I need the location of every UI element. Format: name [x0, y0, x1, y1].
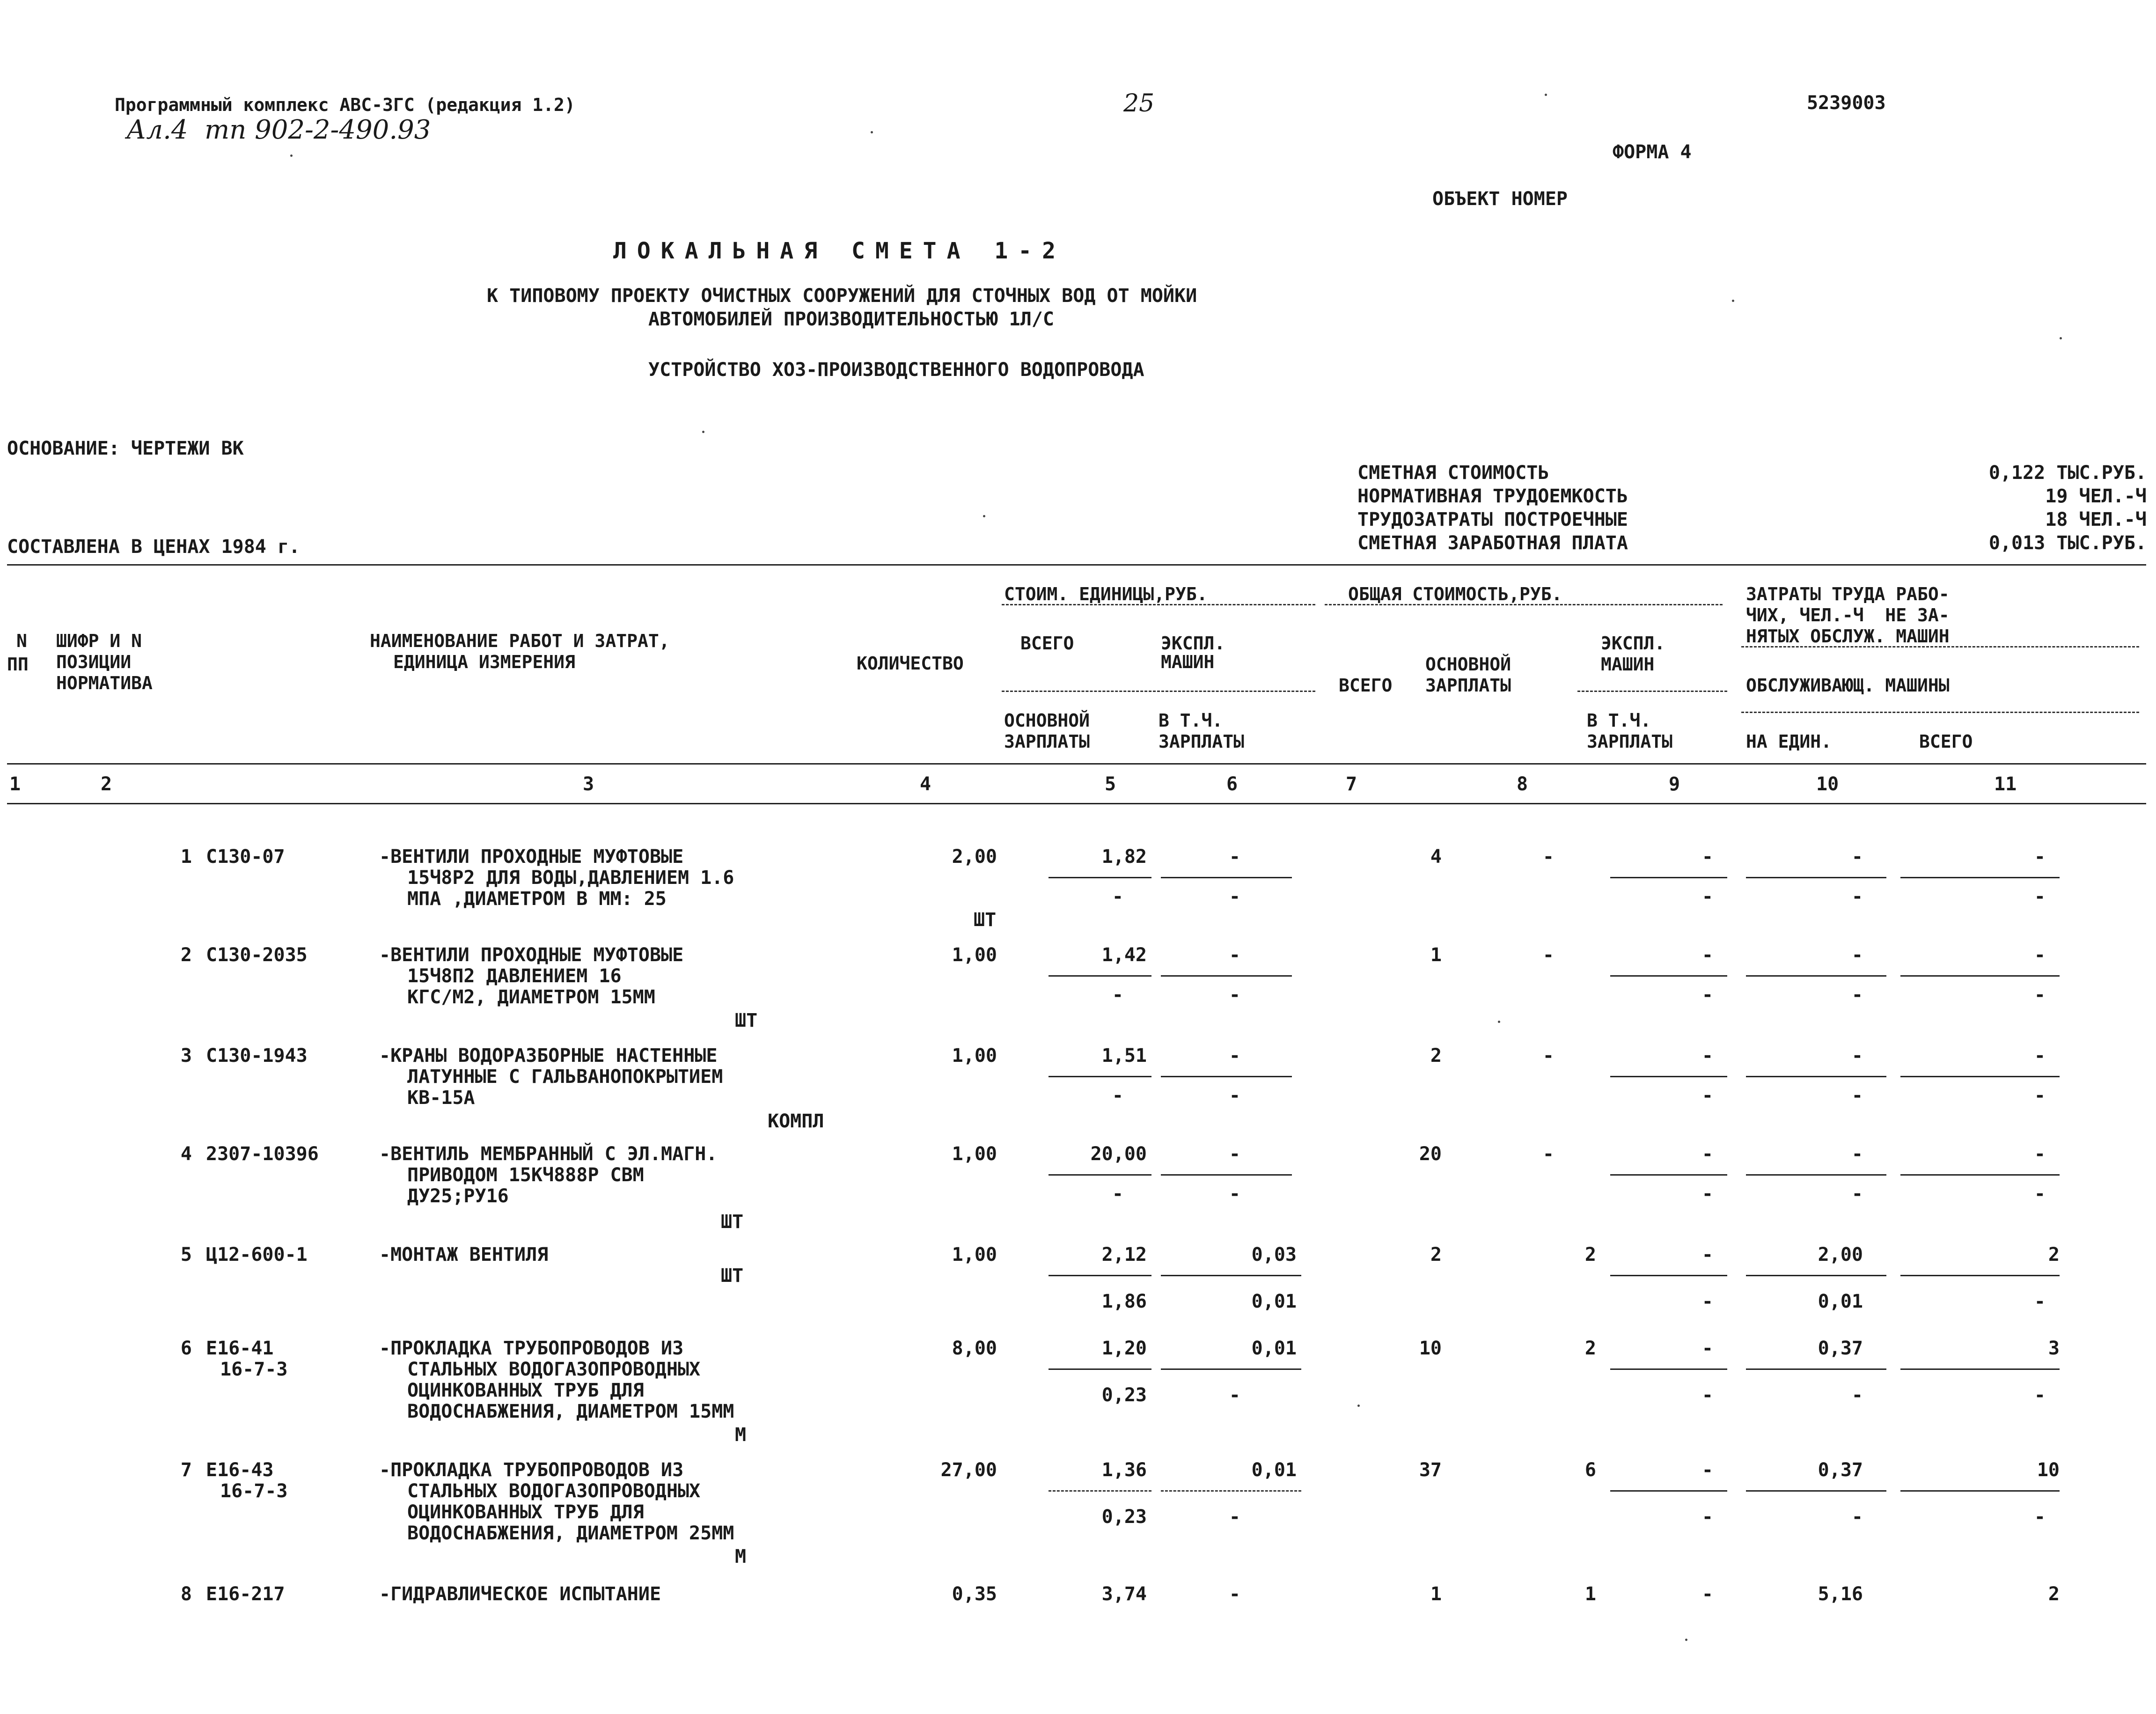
summary-value: 0,013 ТЫС.РУБ. [1988, 532, 2147, 554]
row-c8: - [1542, 944, 1554, 966]
col-number: 9 [1669, 773, 1680, 795]
row-code: С130-1943 [206, 1045, 308, 1067]
col-header: ОСНОВНОЙ [1004, 710, 1090, 731]
row-name: ДУ25;РУ16 [407, 1185, 509, 1207]
col-header: КОЛИЧЕСТВО [857, 653, 964, 674]
row-c5b: - [1112, 1085, 1123, 1106]
row-code: Е16-43 [206, 1459, 274, 1481]
col-header: ЗАРПЛАТЫ [1004, 731, 1090, 752]
row-rule [1161, 1076, 1292, 1077]
row-c9b: - [1701, 886, 1713, 907]
row-c7: 4 [1430, 846, 1442, 868]
header-sub-rule [1577, 691, 1727, 692]
col-group-header: ОБСЛУЖИВАЮЩ. МАШИНЫ [1746, 675, 1950, 696]
row-c11b: - [2034, 1384, 2046, 1406]
row-unit: М [735, 1546, 747, 1567]
row-rule [1049, 975, 1151, 977]
page-number: 25 [1123, 89, 1155, 118]
col-header: ПП [7, 654, 29, 675]
row-c5b: 0,23 [1101, 1506, 1147, 1528]
row-rule [1161, 1275, 1301, 1276]
col-number: 11 [1994, 773, 2017, 795]
object-label: ОБЪЕКТ НОМЕР [1432, 188, 1568, 210]
row-qty: 27,00 [940, 1459, 997, 1481]
row-c11b: - [2034, 1291, 2046, 1312]
row-rule [1610, 1076, 1727, 1077]
row-c10: - [1851, 1045, 1863, 1067]
row-c6b: 0,01 [1251, 1291, 1297, 1312]
row-c6: 0,01 [1251, 1459, 1297, 1481]
row-c6b: - [1229, 1506, 1240, 1528]
summary-value: 18 ЧЕЛ.-Ч [2045, 509, 2147, 530]
col-group-header: СТОИМ. ЕДИНИЦЫ,РУБ. [1004, 584, 1208, 604]
row-name: КВ-15А [407, 1087, 475, 1109]
row-code: Е16-217 [206, 1583, 285, 1605]
row-c6b: - [1229, 984, 1240, 1006]
row-qty: 2,00 [952, 846, 997, 868]
row-c10b: - [1851, 984, 1863, 1006]
row-code-2: 16-7-3 [220, 1480, 288, 1502]
row-c11: - [2034, 1143, 2046, 1165]
row-rule [1900, 1174, 2060, 1176]
col-header: ВСЕГО [1020, 633, 1074, 654]
form-label: ФОРМА 4 [1613, 141, 1692, 163]
row-code-2: 16-7-3 [220, 1359, 288, 1380]
col-header: НАИМЕНОВАНИЕ РАБОТ И ЗАТРАТ, [370, 631, 670, 651]
row-number: 7 [180, 1459, 192, 1481]
row-c8: 6 [1584, 1459, 1596, 1481]
row-name: 15Ч8П2 ДАВЛЕНИЕМ 16 [407, 965, 622, 987]
row-c9b: - [1701, 1506, 1713, 1528]
row-name: СТАЛЬНЫХ ВОДОГАЗОПРОВОДНЫХ [407, 1480, 701, 1502]
row-c10: 0,37 [1818, 1338, 1863, 1359]
row-rule [1161, 877, 1292, 878]
row-rule [1610, 1368, 1727, 1370]
col-header: ЭКСПЛ. [1601, 633, 1665, 654]
row-qty: 1,00 [952, 1045, 997, 1067]
row-c5b: - [1112, 1183, 1123, 1205]
col-number: 4 [920, 773, 931, 795]
row-rule [1900, 1275, 2060, 1276]
row-c9b: - [1701, 1384, 1713, 1406]
scan-speck [1732, 300, 1734, 302]
row-rule [1161, 1368, 1301, 1370]
row-c9b: - [1701, 984, 1713, 1006]
row-c11b: - [2034, 984, 2046, 1006]
row-c10b: - [1851, 1506, 1863, 1528]
row-c11: - [2034, 1045, 2046, 1067]
number-row-rule [7, 803, 2146, 804]
col-header: ПОЗИЦИИ [56, 652, 132, 672]
row-c11: 10 [2037, 1459, 2060, 1481]
col-group-header: ОБЩАЯ СТОИМОСТЬ,РУБ. [1348, 584, 1562, 604]
row-name: 15Ч8Р2 ДЛЯ ВОДЫ,ДАВЛЕНИЕМ 1.6 [407, 867, 734, 889]
row-c7: 1 [1430, 1583, 1442, 1605]
col-header: ЗАРПЛАТЫ [1425, 675, 1511, 696]
row-number: 1 [180, 846, 192, 868]
header-bottom-rule [7, 763, 2146, 765]
row-c5: 20,00 [1090, 1143, 1147, 1165]
col-header: МАШИН [1161, 652, 1215, 672]
row-c8: 2 [1584, 1338, 1596, 1359]
row-rule [1746, 877, 1886, 878]
col-header: ЕДИНИЦА ИЗМЕРЕНИЯ [393, 652, 575, 672]
col-group-header: ЧИХ, ЧЕЛ.-Ч НЕ ЗА- [1746, 605, 1950, 625]
col-number: 10 [1816, 773, 1839, 795]
row-c11: 3 [2048, 1338, 2060, 1359]
row-c6: - [1229, 1583, 1240, 1605]
row-c5: 1,20 [1101, 1338, 1147, 1359]
summary-label: СМЕТНАЯ ЗАРАБОТНАЯ ПЛАТА [1357, 532, 1628, 554]
row-name: КГС/М2, ДИАМЕТРОМ 15ММ [407, 986, 655, 1008]
row-unit: ШТ [721, 1211, 744, 1233]
col-number: 3 [583, 773, 594, 795]
scan-speck [1357, 1405, 1360, 1407]
row-number: 8 [180, 1583, 192, 1605]
scan-speck [983, 515, 985, 517]
row-c9: - [1701, 1143, 1713, 1165]
row-c9: - [1701, 1045, 1713, 1067]
summary-value: 0,122 ТЫС.РУБ. [1988, 462, 2147, 484]
col-header: В Т.Ч. [1587, 710, 1651, 731]
row-c10: 0,37 [1818, 1459, 1863, 1481]
price-basis: СОСТАВЛЕНА В ЦЕНАХ 1984 г. [7, 536, 301, 558]
row-c10: - [1851, 846, 1863, 868]
row-c5: 1,36 [1101, 1459, 1147, 1481]
row-rule [1610, 1275, 1727, 1276]
row-name: -МОНТАЖ ВЕНТИЛЯ [379, 1244, 549, 1265]
row-rule [1049, 1076, 1151, 1077]
row-name: -ВЕНТИЛЬ МЕМБРАННЫЙ С ЭЛ.МАГН. [379, 1143, 718, 1165]
row-c9b: - [1701, 1291, 1713, 1312]
row-c10b: - [1851, 1384, 1863, 1406]
scan-speck [1685, 1639, 1687, 1641]
row-name: ОЦИНКОВАННЫХ ТРУБ ДЛЯ [407, 1380, 644, 1401]
document-number: 5239003 [1807, 92, 1886, 114]
row-number: 6 [180, 1338, 192, 1359]
row-c11b: - [2034, 1085, 2046, 1106]
row-c6: - [1229, 944, 1240, 966]
row-c7: 10 [1419, 1338, 1442, 1359]
row-rule [1900, 975, 2060, 977]
row-name: -ВЕНТИЛИ ПРОХОДНЫЕ МУФТОВЫЕ [379, 944, 684, 966]
row-c6: 0,01 [1251, 1338, 1297, 1359]
scan-speck [1545, 94, 1547, 96]
row-c7: 2 [1430, 1244, 1442, 1265]
col-header: НА ЕДИН. [1746, 731, 1832, 752]
row-rule [1746, 1275, 1886, 1276]
scan-speck [1498, 1021, 1500, 1023]
row-rule [1049, 1275, 1151, 1276]
row-c11: 2 [2048, 1244, 2060, 1265]
row-name: -ПРОКЛАДКА ТРУБОПРОВОДОВ ИЗ [379, 1338, 684, 1359]
row-qty: 0,35 [952, 1583, 997, 1605]
row-c5b: 0,23 [1101, 1384, 1147, 1406]
row-c6: - [1229, 1045, 1240, 1067]
scan-speck [871, 131, 873, 133]
program-name: Программный комплекс АВС-ЗГС (редакция 1.2) [115, 95, 575, 115]
summary-label: ТРУДОЗАТРАТЫ ПОСТРОЕЧНЫЕ [1357, 509, 1628, 530]
col-number: 7 [1346, 773, 1357, 795]
row-c6b: - [1229, 1085, 1240, 1106]
row-c6b: - [1229, 886, 1240, 907]
row-rule [1049, 1174, 1151, 1176]
row-c5: 2,12 [1101, 1244, 1147, 1265]
row-c5b: - [1112, 984, 1123, 1006]
row-c10: - [1851, 944, 1863, 966]
row-c10: 5,16 [1818, 1583, 1863, 1605]
row-number: 2 [180, 944, 192, 966]
header-sub-rule [1002, 691, 1315, 692]
row-name: -ПРОКЛАДКА ТРУБОПРОВОДОВ ИЗ [379, 1459, 684, 1481]
row-rule [1900, 1490, 2060, 1492]
row-rule [1049, 1368, 1151, 1370]
row-c11: - [2034, 846, 2046, 868]
row-c6b: - [1229, 1183, 1240, 1205]
row-rule [1161, 1174, 1292, 1176]
row-c7: 37 [1419, 1459, 1442, 1481]
row-code: Ц12-600-1 [206, 1244, 308, 1265]
col-number: 6 [1226, 773, 1238, 795]
col-header: НОРМАТИВА [56, 673, 153, 693]
row-c9: - [1701, 944, 1713, 966]
row-number: 4 [180, 1143, 192, 1165]
row-c11: 2 [2048, 1583, 2060, 1605]
col-header: ЗАРПЛАТЫ [1159, 731, 1245, 752]
row-rule [1746, 1076, 1886, 1077]
col-number: 1 [9, 773, 21, 795]
row-name: ЛАТУННЫЕ С ГАЛЬВАНОПОКРЫТИЕМ [407, 1066, 723, 1088]
row-rule [1049, 877, 1151, 878]
row-c11b: - [2034, 1183, 2046, 1205]
handwritten-note: Ал.4 тп 902-2-490.93 [126, 115, 431, 145]
row-rule [1610, 877, 1727, 878]
row-name: ВОДОСНАБЖЕНИЯ, ДИАМЕТРОМ 25ММ [407, 1523, 734, 1544]
row-unit: ШТ [974, 909, 997, 931]
row-c6b: - [1229, 1384, 1240, 1406]
col-header: В Т.Ч. [1159, 710, 1223, 731]
summary-label: НОРМАТИВНАЯ ТРУДОЕМКОСТЬ [1357, 486, 1628, 507]
row-c10b: - [1851, 1085, 1863, 1106]
row-name: ОЦИНКОВАННЫХ ТРУБ ДЛЯ [407, 1501, 644, 1523]
row-c7: 1 [1430, 944, 1442, 966]
row-code: 2307-10396 [206, 1143, 319, 1165]
header-sub-rule [1741, 712, 2139, 713]
row-c5: 1,42 [1101, 944, 1147, 966]
row-rule [1900, 1076, 2060, 1077]
title-line-2: АВТОМОБИЛЕЙ ПРОИЗВОДИТЕЛЬНОСТЬЮ 1Л/С [648, 309, 1054, 330]
row-c8: - [1542, 846, 1554, 868]
row-c10b: - [1851, 886, 1863, 907]
basis: ОСНОВАНИЕ: ЧЕРТЕЖИ ВК [7, 438, 244, 459]
row-rule [1610, 1490, 1727, 1492]
row-c9: - [1701, 1459, 1713, 1481]
col-header: ОСНОВНОЙ [1425, 654, 1511, 675]
row-name: -ВЕНТИЛИ ПРОХОДНЫЕ МУФТОВЫЕ [379, 846, 684, 868]
row-unit: ШТ [721, 1265, 744, 1287]
col-header: МАШИН [1601, 654, 1655, 675]
row-c6: - [1229, 846, 1240, 868]
row-qty: 8,00 [952, 1338, 997, 1359]
col-group-header: НЯТЫХ ОБСЛУЖ. МАШИН [1746, 626, 1950, 647]
row-c6: - [1229, 1143, 1240, 1165]
col-header: ЭКСПЛ. [1161, 633, 1225, 654]
row-number: 5 [180, 1244, 192, 1265]
row-code: С130-07 [206, 846, 285, 868]
row-number: 3 [180, 1045, 192, 1067]
estimate-title: ЛОКАЛЬНАЯ СМЕТА 1-2 [613, 238, 1066, 264]
row-unit: М [735, 1424, 747, 1446]
col-header: N [16, 631, 27, 651]
row-c11b: - [2034, 886, 2046, 907]
row-c9: - [1701, 1338, 1713, 1359]
row-c5: 3,74 [1101, 1583, 1147, 1605]
row-c9b: - [1701, 1085, 1713, 1106]
title-line-3: УСТРОЙСТВО ХОЗ-ПРОИЗВОДСТВЕННОГО ВОДОПРОВОДА [648, 359, 1144, 381]
row-c8: 1 [1584, 1583, 1596, 1605]
row-name: -ГИДРАВЛИЧЕСКОЕ ИСПЫТАНИЕ [379, 1583, 661, 1605]
row-c8: 2 [1584, 1244, 1596, 1265]
row-rule [1900, 877, 2060, 878]
row-c7: 20 [1419, 1143, 1442, 1165]
row-c9: - [1701, 846, 1713, 868]
col-number: 8 [1517, 773, 1528, 795]
row-code: Е16-41 [206, 1338, 274, 1359]
row-unit: ШТ [735, 1010, 758, 1031]
row-c10: - [1851, 1143, 1863, 1165]
row-c10b: 0,01 [1818, 1291, 1863, 1312]
row-c5b: - [1112, 886, 1123, 907]
row-c5: 1,51 [1101, 1045, 1147, 1067]
row-rule [1746, 1174, 1886, 1176]
row-rule [1746, 1368, 1886, 1370]
row-c9b: - [1701, 1183, 1713, 1205]
title-line-1: К ТИПОВОМУ ПРОЕКТУ ОЧИСТНЫХ СООРУЖЕНИЙ ДЛЯ СТОЧНЫХ ВОД ОТ МОЙКИ [487, 285, 1197, 307]
row-qty: 1,00 [952, 1244, 997, 1265]
row-rule [1746, 1490, 1886, 1492]
row-rule [1049, 1490, 1151, 1492]
row-rule [1610, 975, 1727, 977]
col-header: ВСЕГО [1919, 731, 1973, 752]
table-top-rule [7, 564, 2146, 566]
col-header: ВСЕГО [1339, 675, 1393, 696]
row-code: С130-2035 [206, 944, 308, 966]
row-rule [1900, 1368, 2060, 1370]
row-rule [1161, 1490, 1301, 1492]
row-c11: - [2034, 944, 2046, 966]
col-group-header: ЗАТРАТЫ ТРУДА РАБО- [1746, 584, 1950, 604]
row-unit: КОМПЛ [768, 1111, 824, 1132]
row-c8: - [1542, 1045, 1554, 1067]
row-name: МПА ,ДИАМЕТРОМ В ММ: 25 [407, 888, 667, 910]
row-c11b: - [2034, 1506, 2046, 1528]
row-c7: 2 [1430, 1045, 1442, 1067]
row-name: ВОДОСНАБЖЕНИЯ, ДИАМЕТРОМ 15ММ [407, 1401, 734, 1422]
col-header: ШИФР И N [56, 631, 142, 651]
row-rule [1161, 975, 1292, 977]
row-c10b: - [1851, 1183, 1863, 1205]
col-header: ЗАРПЛАТЫ [1587, 731, 1673, 752]
row-c8: - [1542, 1143, 1554, 1165]
row-name: СТАЛЬНЫХ ВОДОГАЗОПРОВОДНЫХ [407, 1359, 701, 1380]
summary-value: 19 ЧЕЛ.-Ч [2045, 486, 2147, 507]
scan-speck [2060, 337, 2062, 339]
row-qty: 1,00 [952, 944, 997, 966]
scan-speck [702, 431, 704, 433]
scan-speck [290, 154, 293, 157]
row-rule [1610, 1174, 1727, 1176]
row-name: -КРАНЫ ВОДОРАЗБОРНЫЕ НАСТЕННЫЕ [379, 1045, 718, 1067]
summary-label: СМЕТНАЯ СТОИМОСТЬ [1357, 462, 1549, 484]
row-c6: 0,03 [1251, 1244, 1297, 1265]
row-c9: - [1701, 1583, 1713, 1605]
row-c10: 2,00 [1818, 1244, 1863, 1265]
row-c5: 1,82 [1101, 846, 1147, 868]
col-number: 5 [1105, 773, 1116, 795]
col-number: 2 [101, 773, 112, 795]
row-qty: 1,00 [952, 1143, 997, 1165]
row-c9: - [1701, 1244, 1713, 1265]
row-c5b: 1,86 [1101, 1291, 1147, 1312]
row-rule [1746, 975, 1886, 977]
row-name: ПРИВОДОМ 15КЧ888Р СВМ [407, 1164, 644, 1186]
